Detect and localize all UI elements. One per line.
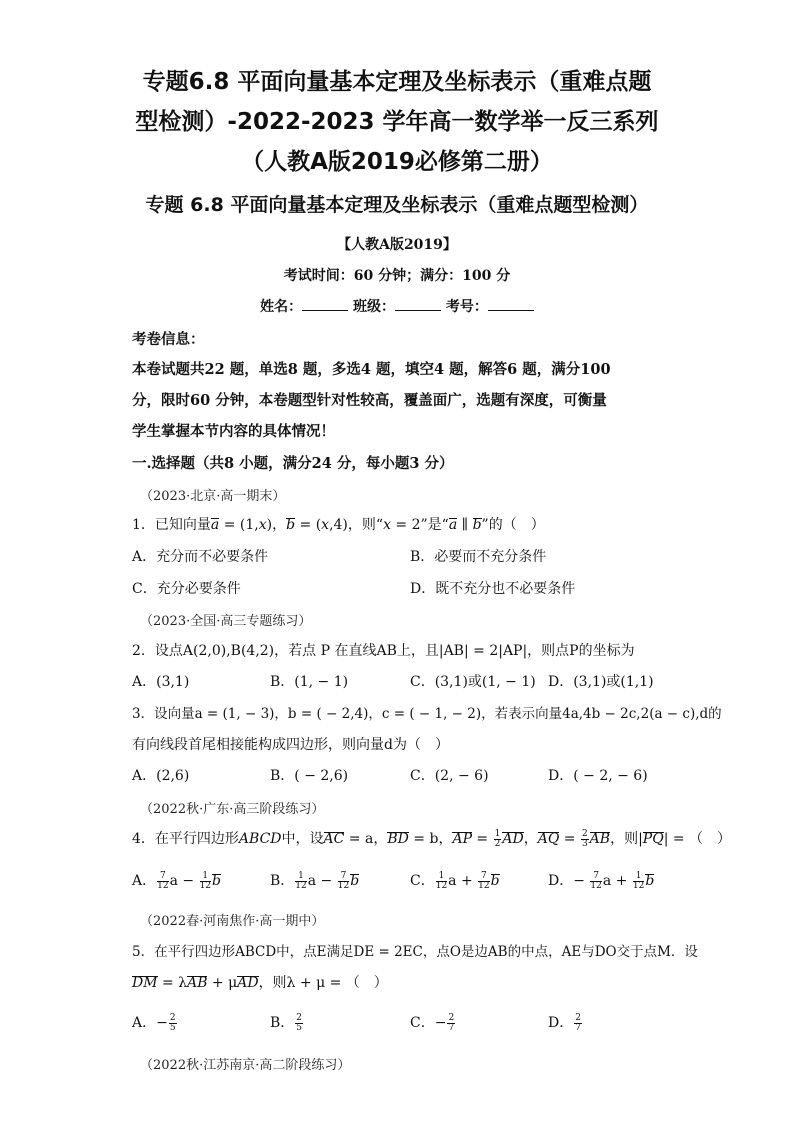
info-line-2: 分，限时60 分钟，本卷题型针对性较高，覆盖面广，选题有深度，可衡量 bbox=[132, 392, 607, 409]
q5-option-c[interactable]: C．− $\frac{2}{7}$ bbox=[410, 1012, 455, 1033]
source-q1: （2023·北京·高一期末） bbox=[140, 489, 286, 504]
info-heading: 考卷信息： bbox=[132, 331, 205, 348]
question-3-line-1: 3．设向量a = (1, − 3)，b = ( − 2,4)，c = ( − 1, − 2)，若表示向量4a,4b − 2c,2(a − c),d的 bbox=[132, 706, 722, 722]
source-q2: （2023·全国·高三专题练习） bbox=[140, 614, 312, 629]
title-line-3: （人教A版2019必修第二册） bbox=[241, 149, 553, 175]
q4-option-b[interactable]: B． $\frac{1}{12}$ a − $\frac{7}{12}$ b bbox=[270, 870, 360, 891]
number-label: 考号： bbox=[445, 299, 488, 315]
title-line-2: 型检测）-2022-2023 学年高一数学举一反三系列 bbox=[135, 109, 659, 135]
q5-option-a[interactable]: A．− $\frac{2}{5}$ bbox=[132, 1012, 176, 1033]
title-line-1: 专题6.8 平面向量基本定理及坐标表示（重难点题 bbox=[142, 69, 652, 95]
q4-option-a[interactable]: A． $\frac{7}{12}$ a − $\frac{1}{12}$ b bbox=[132, 870, 221, 891]
edition-label: 【人教A版2019】 bbox=[337, 237, 457, 253]
source-q4: （2022秋·广东·高三阶段练习） bbox=[140, 802, 325, 817]
q5-option-b[interactable]: B． $\frac{2}{5}$ bbox=[270, 1012, 303, 1033]
question-5-line-1: 5．在平行四边形ABCD中，点E满足DE = 2EC，点O是边AB的中点，AE与DO交于点M．设 bbox=[132, 944, 698, 960]
info-line-3: 学生掌握本节内容的具体情况！ bbox=[132, 423, 335, 440]
section-heading: 一.选择题（共8 小题，满分24 分，每小题3 分） bbox=[132, 455, 454, 472]
q3-option-b[interactable]: B．( − 2,6) bbox=[270, 768, 349, 784]
name-label: 姓名： bbox=[260, 299, 303, 315]
source-q5: （2022春·河南焦作·高一期中） bbox=[140, 914, 325, 929]
q3-option-a[interactable]: A．(2,6) bbox=[132, 768, 190, 784]
exam-time: 考试时间：60 分钟；满分：100 分 bbox=[283, 268, 511, 284]
q3-option-c[interactable]: C．(2, − 6) bbox=[410, 768, 489, 784]
q4-option-c[interactable]: C． $\frac{1}{12}$ a + $\frac{7}{12}$ b bbox=[410, 870, 500, 891]
name-blank[interactable] bbox=[302, 298, 348, 311]
q4-option-d[interactable]: D．− $\frac{7}{12}$ a + $\frac{1}{12}$ b bbox=[548, 870, 655, 891]
q2-option-a[interactable]: A．(3,1) bbox=[132, 674, 190, 690]
question-5-line-2: DM = λAB + μAD，则λ + μ = （ ） bbox=[132, 975, 388, 991]
q1-option-a[interactable]: A．充分而不必要条件 bbox=[132, 549, 269, 565]
q1-option-d[interactable]: D．既不充分也不必要条件 bbox=[410, 581, 576, 597]
info-line-1: 本卷试题共22 题，单选8 题，多选4 题，填空4 题，解答6 题，满分100 bbox=[132, 361, 611, 378]
question-1: 1．已知向量a = (1,x)，b = (x,4)，则“x = 2”是“a ∥ b”的（ ） bbox=[132, 517, 545, 533]
class-label: 班级： bbox=[353, 299, 395, 315]
q2-option-d[interactable]: D．(3,1)或(1,1) bbox=[548, 674, 654, 690]
document-subtitle: 专题 6.8 平面向量基本定理及坐标表示（重难点题型检测） bbox=[145, 194, 649, 216]
document-title bbox=[60, 62, 734, 182]
question-4: 4．在平行四边形ABCD中，设AC = a，BD = b，AP = $\frac{1}{2}$ AD，AQ = $\frac{2}{3}$ AB，则|PQ| = （ ） bbox=[132, 828, 732, 849]
number-blank[interactable] bbox=[488, 298, 534, 311]
q1-option-b[interactable]: B．必要而不充分条件 bbox=[410, 549, 547, 565]
question-3-line-2: 有向线段首尾相接能构成四边形，则向量d为（ ） bbox=[132, 737, 449, 753]
q2-option-c[interactable]: C．(3,1)或(1, − 1) bbox=[410, 674, 536, 690]
question-2: 2．设点A(2,0),B(4,2)，若点 P 在直线AB上，且|AB| = 2|AP|，则点P的坐标为 bbox=[132, 643, 635, 659]
source-q6: （2022秋·江苏南京·高二阶段练习） bbox=[140, 1058, 351, 1073]
q5-option-d[interactable]: D． $\frac{2}{7}$ bbox=[548, 1012, 581, 1033]
student-info-row bbox=[0, 296, 794, 316]
q2-option-b[interactable]: B．(1, − 1) bbox=[270, 674, 349, 690]
q1-option-c[interactable]: C．充分必要条件 bbox=[132, 581, 241, 597]
class-blank[interactable] bbox=[395, 298, 441, 311]
q3-option-d[interactable]: D．( − 2, − 6) bbox=[548, 768, 648, 784]
